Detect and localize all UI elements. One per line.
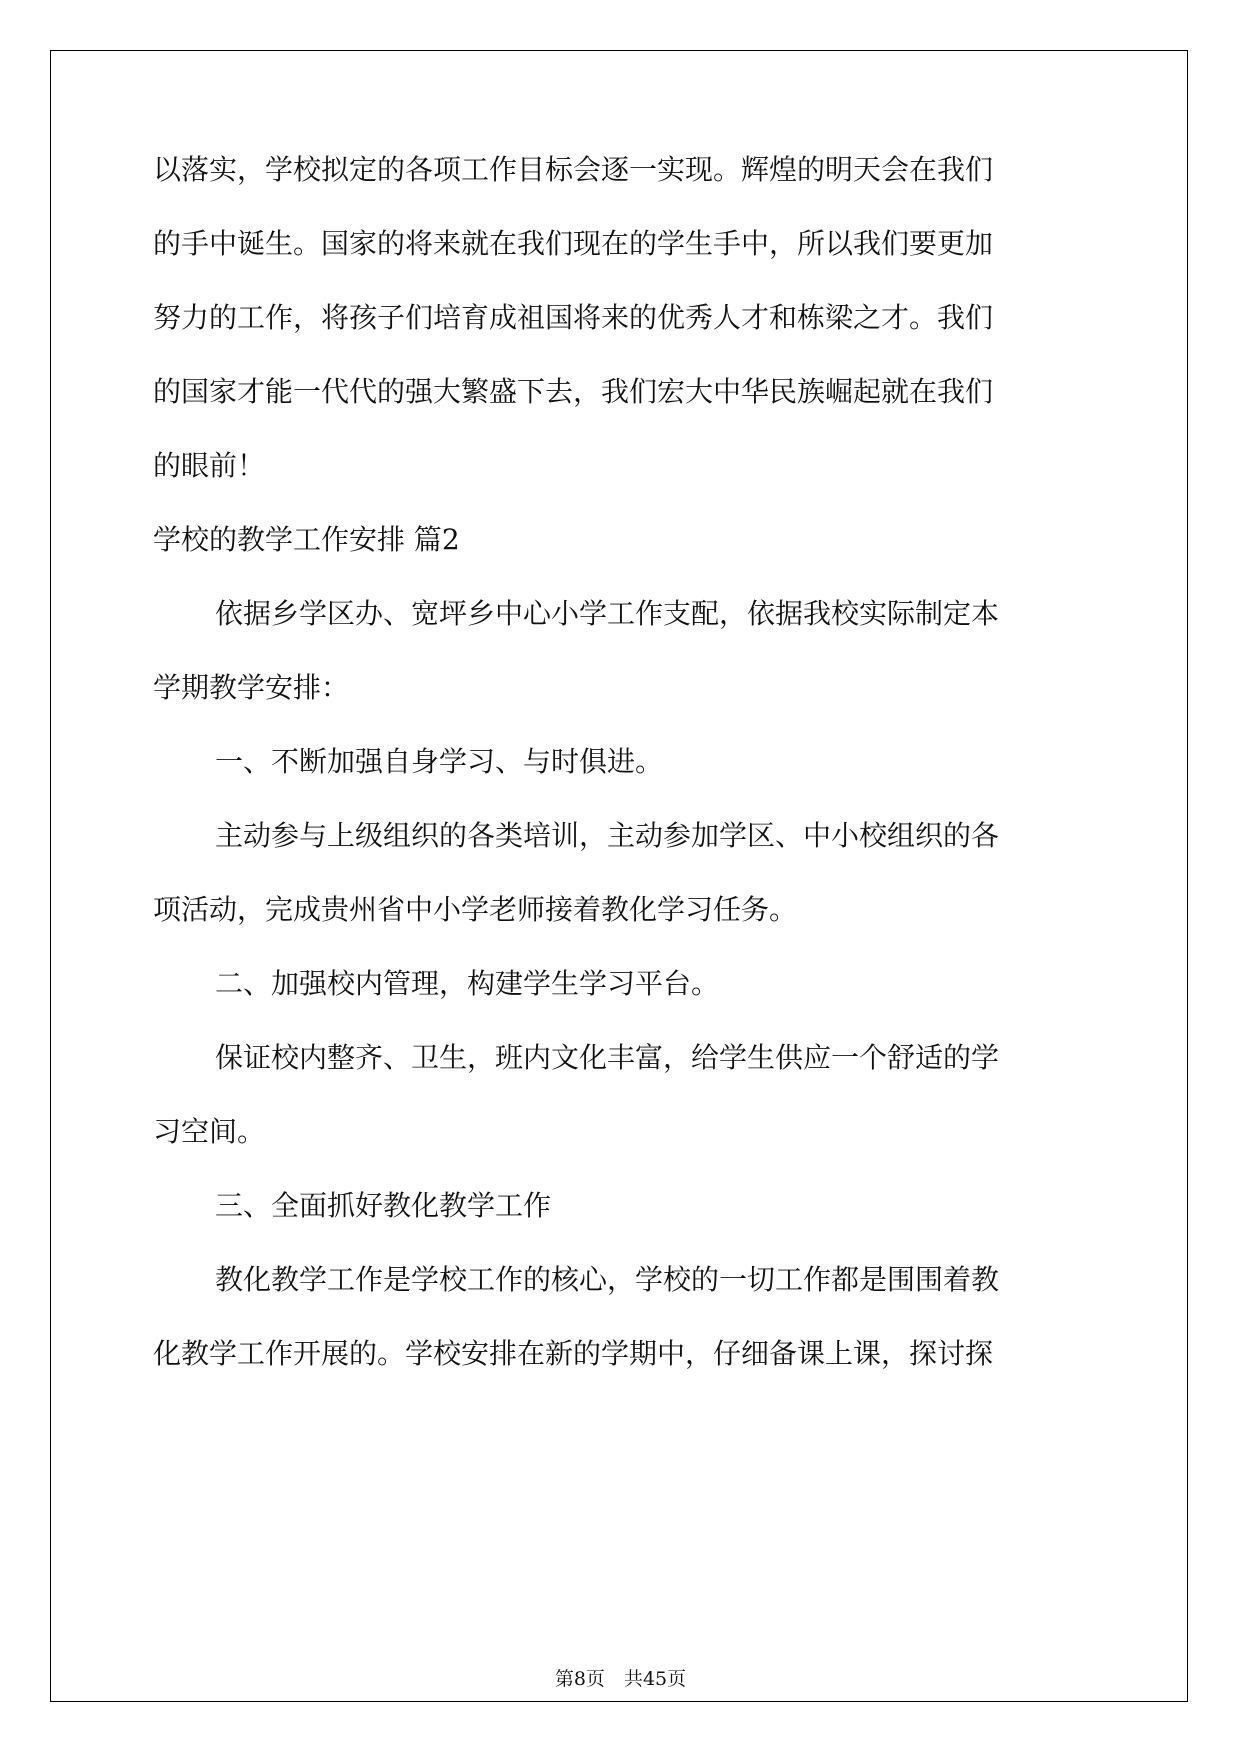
body-line: 依据乡学区办、宽坪乡中心小学工作支配，依据我校实际制定本	[215, 597, 1000, 630]
list-heading: 三、全面抓好教化教学工作	[215, 1189, 552, 1222]
page-number: 第8页	[554, 1668, 605, 1690]
page-footer	[0, 1664, 1241, 1691]
body-line: 以落实，学校拟定的各项工作目标会逐一实现。辉煌的明天会在我们	[153, 153, 994, 186]
body-line: 努力的工作，将孩子们培育成祖国将来的优秀人才和栋梁之才。我们	[153, 301, 994, 334]
section-heading: 学校的教学工作安排 篇2	[153, 523, 460, 556]
list-heading: 二、加强校内管理，构建学生学习平台。	[215, 967, 720, 1000]
body-line: 化教学工作开展的。学校安排在新的学期中，仔细备课上课，探讨探	[153, 1337, 994, 1370]
body-line: 教化教学工作是学校工作的核心，学校的一切工作都是围围着教	[215, 1263, 1000, 1296]
page-total: 共45页	[623, 1668, 687, 1690]
body-line: 习空间。	[153, 1115, 266, 1148]
body-line: 项活动，完成贵州省中小学老师接着教化学习任务。	[153, 893, 798, 926]
body-line: 保证校内整齐、卫生，班内文化丰富，给学生供应一个舒适的学	[215, 1041, 1000, 1074]
body-line: 学期教学安排：	[153, 671, 350, 704]
list-heading: 一、不断加强自身学习、与时俱进。	[215, 745, 664, 778]
body-line: 的国家才能一代代的强大繁盛下去，我们宏大中华民族崛起就在我们	[153, 375, 994, 408]
body-line: 主动参与上级组织的各类培训，主动参加学区、中小校组织的各	[215, 819, 1000, 852]
body-line: 的眼前！	[153, 449, 266, 482]
body-line: 的手中诞生。国家的将来就在我们现在的学生手中，所以我们要更加	[153, 227, 994, 260]
